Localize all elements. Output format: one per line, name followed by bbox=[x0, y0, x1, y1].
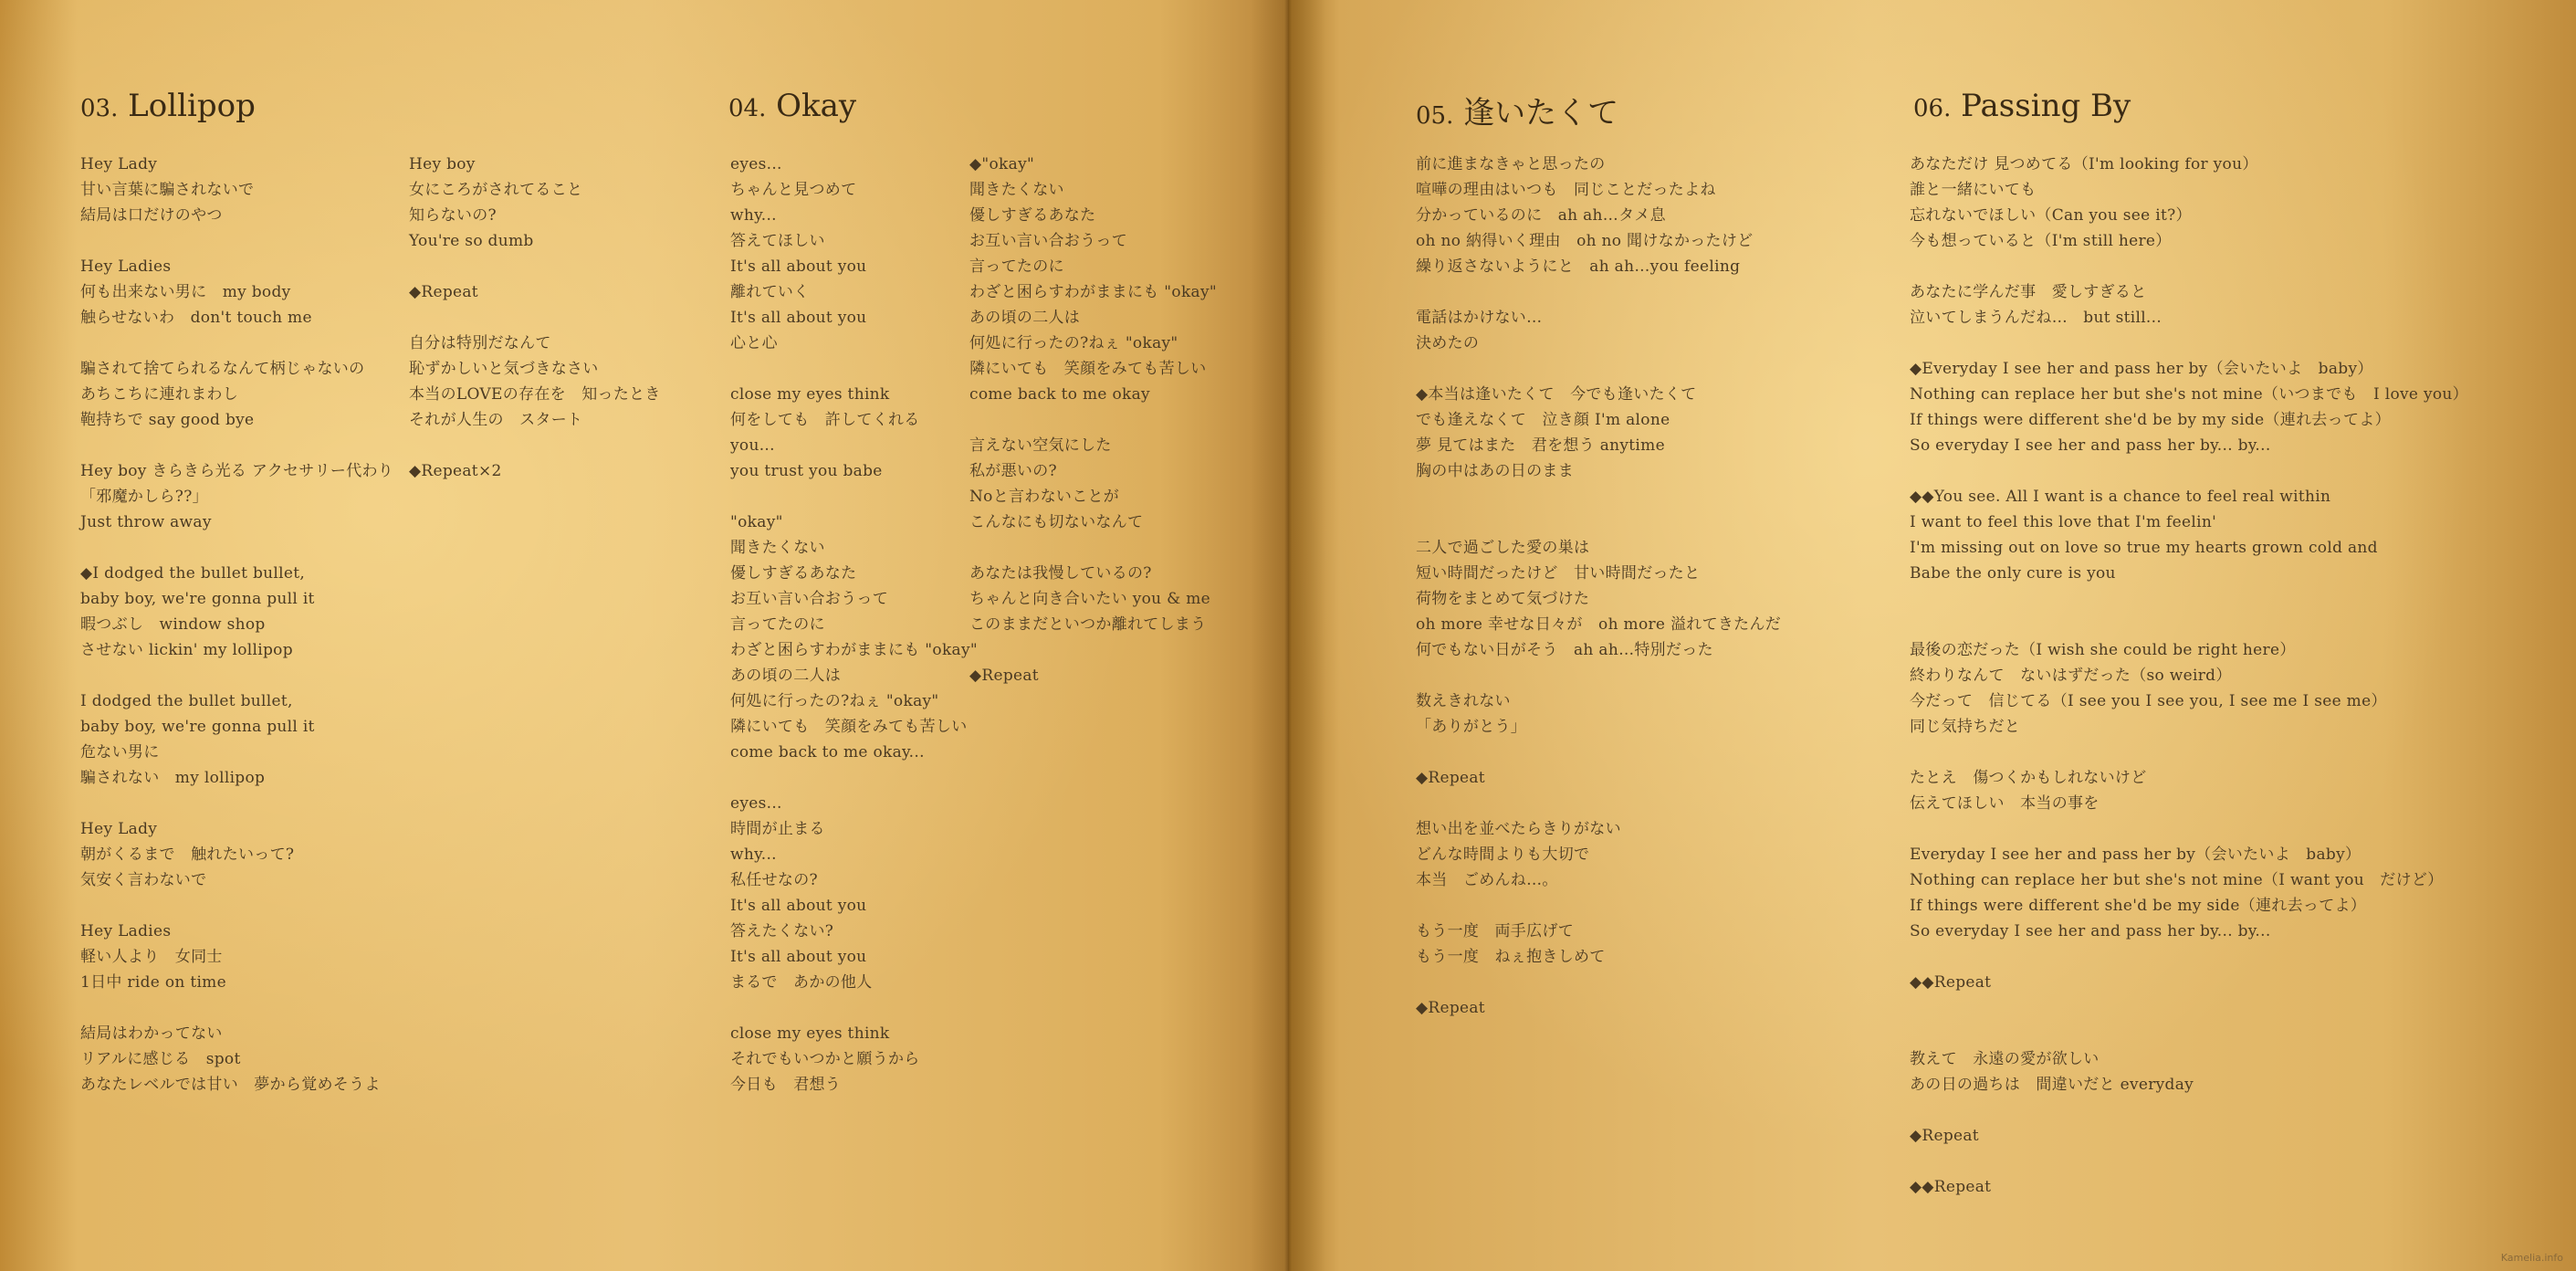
right-page bbox=[1288, 0, 2576, 1271]
lyric-line: oh no 納得いく理由 oh no 聞けなかったけど bbox=[1416, 232, 1754, 250]
song-name: Lollipop bbox=[128, 88, 256, 124]
lyric-line: 言えない空気にした bbox=[969, 436, 1112, 455]
lyric-line: ◆"okay" bbox=[969, 155, 1035, 173]
lyric-line: こんなにも切ないなんて bbox=[969, 513, 1144, 531]
lyric-line: 電話はかけない… bbox=[1416, 309, 1543, 327]
lyric-line: させない lickin' my lollipop bbox=[80, 641, 293, 659]
lyric-spacer bbox=[1910, 458, 2468, 484]
lyric-line: ◆Repeat bbox=[1416, 769, 1485, 787]
lyric-spacer bbox=[1910, 995, 2468, 1021]
lyric-line: ◆Repeat×2 bbox=[409, 462, 502, 480]
lyric-line: 何処に行ったの?ねぇ "okay" bbox=[969, 334, 1178, 352]
lyric-line: 聞きたくない bbox=[969, 181, 1064, 199]
lyric-spacer bbox=[80, 995, 393, 1021]
lyric-line: 答えてほしい bbox=[730, 232, 825, 250]
lyric-line: 答えたくない? bbox=[730, 922, 834, 940]
lyric-line: 隣にいても 笑顔をみても苦しい bbox=[730, 718, 968, 736]
song-number: 04. bbox=[728, 95, 767, 122]
lyric-line: It's all about you bbox=[730, 897, 867, 915]
watermark: Kamelia.info bbox=[2500, 1252, 2563, 1264]
lyric-line: ちゃんと向き合いたい you & me bbox=[969, 590, 1211, 608]
lyric-line: 数えきれない bbox=[1416, 692, 1511, 710]
lyric-line: 甘い言葉に騙されないで bbox=[80, 181, 255, 199]
lyric-line: If things were different she'd be my side（連れ去ってよ） bbox=[1910, 897, 2367, 915]
lyric-line: 騙されて捨てられるなんて柄じゃないの bbox=[80, 360, 365, 378]
lyric-spacer bbox=[969, 535, 1217, 561]
lyric-line: でも逢えなくて 泣き顔 I'm alone bbox=[1416, 411, 1670, 429]
lyric-line: 騙されない my lollipop bbox=[80, 769, 266, 787]
lyric-spacer bbox=[80, 228, 393, 254]
lyric-line: I want to feel this love that I'm feelin' bbox=[1910, 513, 2217, 531]
lyric-spacer bbox=[730, 995, 978, 1021]
lyric-spacer bbox=[1416, 356, 1781, 382]
lyric-line: why... bbox=[730, 206, 777, 225]
lyric-line: Just throw away bbox=[80, 513, 212, 531]
lyric-line: 短い時間だったけど 甘い時間だったと bbox=[1416, 564, 1701, 583]
lyric-line: 隣にいても 笑顔をみても苦しい bbox=[969, 360, 1207, 378]
lyric-line: もう一度 両手広げて bbox=[1416, 922, 1574, 940]
song-title bbox=[80, 88, 256, 124]
lyric-line: 教えて 永遠の愛が欲しい bbox=[1910, 1050, 2100, 1068]
lyric-spacer bbox=[730, 356, 978, 382]
lyric-spacer bbox=[1910, 740, 2468, 765]
lyric-line: Hey boy きらきら光る アクセサリー代わり bbox=[80, 462, 394, 480]
lyric-line: come back to me okay... bbox=[730, 743, 925, 762]
song-number: 05. bbox=[1416, 102, 1454, 130]
lyric-line: 「邪魔かしら??」 bbox=[80, 488, 208, 506]
lyric-line: 本当 ごめんね…。 bbox=[1416, 871, 1558, 889]
lyric-line: 暇つぶし window shop bbox=[80, 615, 266, 634]
lyric-line: you... bbox=[730, 436, 775, 455]
lyric-spacer bbox=[409, 305, 661, 331]
lyric-line: 女にころがされてること bbox=[409, 181, 583, 199]
lyric-line: 知らないの? bbox=[409, 206, 497, 225]
lyric-spacer bbox=[1910, 1149, 2468, 1174]
lyric-line: Hey Lady bbox=[80, 820, 158, 838]
lyric-spacer bbox=[1910, 1021, 2468, 1046]
lyric-line: you trust you babe bbox=[730, 462, 883, 480]
lyric-line: 何をしても 許してくれる bbox=[730, 411, 920, 429]
lyric-line: 1日中 ride on time bbox=[80, 973, 226, 992]
lyric-spacer bbox=[80, 535, 393, 561]
lyric-line: 気安く言わないで bbox=[80, 871, 207, 889]
lyric-line: come back to me okay bbox=[969, 385, 1150, 404]
lyrics-column bbox=[1416, 152, 1781, 1021]
lyric-line: 荷物をまとめて気づけた bbox=[1416, 590, 1590, 608]
lyric-line: Noと言わないことが bbox=[969, 488, 1120, 506]
lyric-line: 伝えてほしい 本当の事を bbox=[1910, 794, 2100, 813]
lyric-line: Nothing can replace her but she's not mine（I want you だけど） bbox=[1910, 871, 2444, 889]
lyric-line: ◆Repeat bbox=[969, 667, 1039, 685]
lyric-line: Hey boy bbox=[409, 155, 476, 173]
lyric-line: あちこちに連れまわし bbox=[80, 385, 238, 404]
lyric-line: 恥ずかしいと気づきなさい bbox=[409, 360, 599, 378]
lyric-line: それでもいつかと願うから bbox=[730, 1050, 920, 1068]
lyric-line: baby boy, we're gonna pull it bbox=[80, 590, 315, 608]
song-name: 逢いたくて bbox=[1463, 95, 1619, 131]
lyric-line: It's all about you bbox=[730, 948, 867, 966]
lyric-spacer bbox=[1910, 1098, 2468, 1123]
lyrics-column bbox=[409, 152, 661, 484]
lyric-line: 時間が止まる bbox=[730, 820, 825, 838]
lyric-line: 今だって 信じてる（I see you I see you, I see me I see me） bbox=[1910, 692, 2387, 710]
lyric-line: "okay" bbox=[730, 513, 783, 531]
lyric-spacer bbox=[80, 893, 393, 919]
lyric-line: 触らせないわ don't touch me bbox=[80, 309, 312, 327]
lyric-line: ◆◆Repeat bbox=[1910, 973, 1992, 992]
lyric-line: 喧嘩の理由はいつも 同じことだったよね bbox=[1416, 181, 1716, 199]
lyrics-column bbox=[730, 152, 978, 1098]
song-title bbox=[1416, 88, 1618, 132]
lyric-line: 夢 見てはまた 君を想う anytime bbox=[1416, 436, 1665, 455]
lyric-line: 優しすぎるあなた bbox=[969, 206, 1096, 225]
lyric-spacer bbox=[1416, 970, 1781, 995]
lyric-line: 今日も 君想う bbox=[730, 1076, 842, 1094]
lyric-line: ◆本当は逢いたくて 今でも逢いたくて bbox=[1416, 385, 1697, 404]
lyric-line: 私が悪いの? bbox=[969, 462, 1057, 480]
lyric-line: ◆◆You see. All I want is a chance to feel real within bbox=[1910, 488, 2331, 506]
lyric-line: まるで あかの他人 bbox=[730, 973, 873, 992]
lyrics-column bbox=[969, 152, 1217, 688]
lyric-spacer bbox=[1416, 663, 1781, 688]
lyric-line: あの頃の二人は bbox=[969, 309, 1081, 327]
lyric-line: ◆Repeat bbox=[1910, 1127, 1979, 1145]
lyric-line: I'm missing out on love so true my hearts grown cold and bbox=[1910, 539, 2378, 557]
lyric-line: 忘れないでほしい（Can you see it?） bbox=[1910, 206, 2192, 225]
lyric-line: 私任せなの? bbox=[730, 871, 818, 889]
lyric-line: 軽い人より 女同士 bbox=[80, 948, 223, 966]
lyric-line: 何も出来ない男に my body bbox=[80, 283, 291, 301]
lyric-spacer bbox=[80, 663, 393, 688]
lyric-line: たとえ 傷つくかもしれないけど bbox=[1910, 769, 2147, 787]
lyric-spacer bbox=[730, 765, 978, 791]
lyric-line: 本当のLOVEの存在を 知ったとき bbox=[409, 385, 661, 404]
lyric-line: eyes... bbox=[730, 155, 782, 173]
lyric-line: わざと困らすわがままにも "okay" bbox=[730, 641, 979, 659]
lyric-line: Hey Ladies bbox=[80, 257, 172, 276]
song-number: 06. bbox=[1913, 95, 1952, 122]
lyric-line: 泣いてしまうんだね… but still... bbox=[1910, 309, 2162, 327]
lyric-spacer bbox=[1910, 254, 2468, 279]
lyric-line: ◆Repeat bbox=[1416, 999, 1485, 1017]
lyric-line: 結局はわかってない bbox=[80, 1024, 223, 1043]
lyric-line: close my eyes think bbox=[730, 1024, 890, 1043]
song-name: Passing By bbox=[1961, 88, 2131, 124]
song-title bbox=[1913, 88, 2131, 124]
lyric-line: 繰り返さないようにと ah ah…you feeling bbox=[1416, 257, 1741, 276]
lyric-line: 離れていく bbox=[730, 283, 810, 301]
lyric-spacer bbox=[969, 407, 1217, 433]
lyric-line: もう一度 ねぇ抱きしめて bbox=[1416, 948, 1606, 966]
lyric-line: お互い言い合おうって bbox=[969, 232, 1127, 250]
lyric-line: どんな時間よりも大切で bbox=[1416, 846, 1590, 864]
lyric-line: 終わりなんて ないはずだった（so weird） bbox=[1910, 667, 2232, 685]
lyric-line: So everyday I see her and pass her by... by... bbox=[1910, 436, 2271, 455]
lyric-line: 二人で過ごした愛の巣は bbox=[1416, 539, 1590, 557]
lyric-line: It's all about you bbox=[730, 309, 867, 327]
lyric-line: それが人生の スタート bbox=[409, 411, 583, 429]
lyric-line: I dodged the bullet bullet, bbox=[80, 692, 293, 710]
lyric-spacer bbox=[1910, 816, 2468, 842]
lyric-line: 決めたの bbox=[1416, 334, 1480, 352]
lyric-line: 分かっているのに ah ah…タメ息 bbox=[1416, 206, 1666, 225]
lyric-line: close my eyes think bbox=[730, 385, 890, 404]
lyric-line: 胸の中はあの日のまま bbox=[1416, 462, 1574, 480]
lyric-spacer bbox=[1416, 509, 1781, 535]
lyric-line: 結局は口だけのやつ bbox=[80, 206, 223, 225]
lyric-line: 優しすぎるあなた bbox=[730, 564, 857, 583]
lyric-line: why... bbox=[730, 846, 777, 864]
lyric-line: If things were different she'd be by my side（連れ去ってよ） bbox=[1910, 411, 2391, 429]
lyric-spacer bbox=[1416, 484, 1781, 509]
lyric-line: あなたは我慢しているの? bbox=[969, 564, 1152, 583]
lyric-line: Nothing can replace her but she's not mine（いつまでも I love you） bbox=[1910, 385, 2468, 404]
lyric-line: あなたレベルでは甘い 夢から覚めそうよ bbox=[80, 1076, 381, 1094]
lyric-spacer bbox=[1910, 331, 2468, 356]
lyric-line: ◆I dodged the bullet bullet, bbox=[80, 564, 306, 583]
lyric-line: ◆Everyday I see her and pass her by（会いたいよ baby） bbox=[1910, 360, 2373, 378]
lyric-line: ◆Repeat bbox=[409, 283, 478, 301]
lyric-spacer bbox=[80, 331, 393, 356]
lyric-spacer bbox=[409, 254, 661, 279]
lyric-line: 心と心 bbox=[730, 334, 778, 352]
lyric-line: 同じ気持ちだと bbox=[1910, 718, 2021, 736]
lyric-spacer bbox=[1910, 944, 2468, 970]
lyric-line: 何でもない日がそう ah ah…特別だった bbox=[1416, 641, 1713, 659]
lyric-line: リアルに感じる spot bbox=[80, 1050, 241, 1068]
lyric-spacer bbox=[1416, 740, 1781, 765]
lyric-line: Hey Ladies bbox=[80, 922, 172, 940]
lyric-line: ちゃんと見つめて bbox=[730, 181, 857, 199]
lyric-line: 前に進まなきゃと思ったの bbox=[1416, 155, 1606, 173]
lyric-line: 想い出を並べたらきりがない bbox=[1416, 820, 1621, 838]
lyric-line: You're so dumb bbox=[409, 232, 534, 250]
lyric-line: あなただけ 見つめてる（I'm looking for you） bbox=[1910, 155, 2258, 173]
lyric-line: It's all about you bbox=[730, 257, 867, 276]
lyric-line: 鞄持ちで say good bye bbox=[80, 411, 255, 429]
lyric-line: 危ない男に bbox=[80, 743, 160, 762]
lyric-line: このままだといつか離れてしまう bbox=[969, 615, 1207, 634]
lyric-line: 聞きたくない bbox=[730, 539, 825, 557]
lyric-line: あなたに学んだ事 愛しすぎると bbox=[1910, 283, 2147, 301]
lyric-spacer bbox=[969, 637, 1217, 663]
lyric-line: あの頃の二人は bbox=[730, 667, 842, 685]
lyric-line: 今も想っていると（I'm still here） bbox=[1910, 232, 2172, 250]
lyric-line: 何処に行ったの?ねぇ "okay" bbox=[730, 692, 939, 710]
lyric-line: わざと困らすわがままにも "okay" bbox=[969, 283, 1218, 301]
lyrics-column bbox=[80, 152, 393, 1098]
lyric-line: eyes... bbox=[730, 794, 782, 813]
lyric-line: 言ってたのに bbox=[730, 615, 825, 634]
song-name: Okay bbox=[776, 88, 857, 124]
lyric-line: お互い言い合おうって bbox=[730, 590, 888, 608]
lyric-spacer bbox=[80, 433, 393, 458]
lyric-line: 言ってたのに bbox=[969, 257, 1064, 276]
song-number: 03. bbox=[80, 95, 119, 122]
lyrics-column bbox=[1910, 152, 2468, 1200]
lyric-line: Hey Lady bbox=[80, 155, 158, 173]
lyric-line: あの日の過ちは 間違いだと everyday bbox=[1910, 1076, 2194, 1094]
lyric-spacer bbox=[1416, 279, 1781, 305]
lyric-spacer bbox=[1416, 893, 1781, 919]
lyric-line: baby boy, we're gonna pull it bbox=[80, 718, 315, 736]
lyric-line: ◆◆Repeat bbox=[1910, 1178, 1992, 1196]
lyric-spacer bbox=[1910, 612, 2468, 637]
lyric-line: 「ありがとう」 bbox=[1416, 718, 1527, 736]
lyric-spacer bbox=[730, 484, 978, 509]
song-title bbox=[728, 88, 856, 124]
lyric-line: 自分は特別だなんて bbox=[409, 334, 551, 352]
lyric-spacer bbox=[80, 791, 393, 816]
lyric-line: Babe the only cure is you bbox=[1910, 564, 2116, 583]
lyric-line: 最後の恋だった（I wish she could be right here） bbox=[1910, 641, 2296, 659]
lyric-spacer bbox=[1416, 791, 1781, 816]
lyric-spacer bbox=[409, 433, 661, 458]
lyric-line: Everyday I see her and pass her by（会いたいよ baby） bbox=[1910, 846, 2361, 864]
lyric-spacer bbox=[1910, 586, 2468, 612]
lyric-line: 誰と一緒にいても bbox=[1910, 181, 2037, 199]
lyric-line: So everyday I see her and pass her by... by... bbox=[1910, 922, 2271, 940]
lyric-line: oh more 幸せな日々が oh more 溢れてきたんだ bbox=[1416, 615, 1782, 634]
lyric-line: 朝がくるまで 触れたいって? bbox=[80, 846, 295, 864]
